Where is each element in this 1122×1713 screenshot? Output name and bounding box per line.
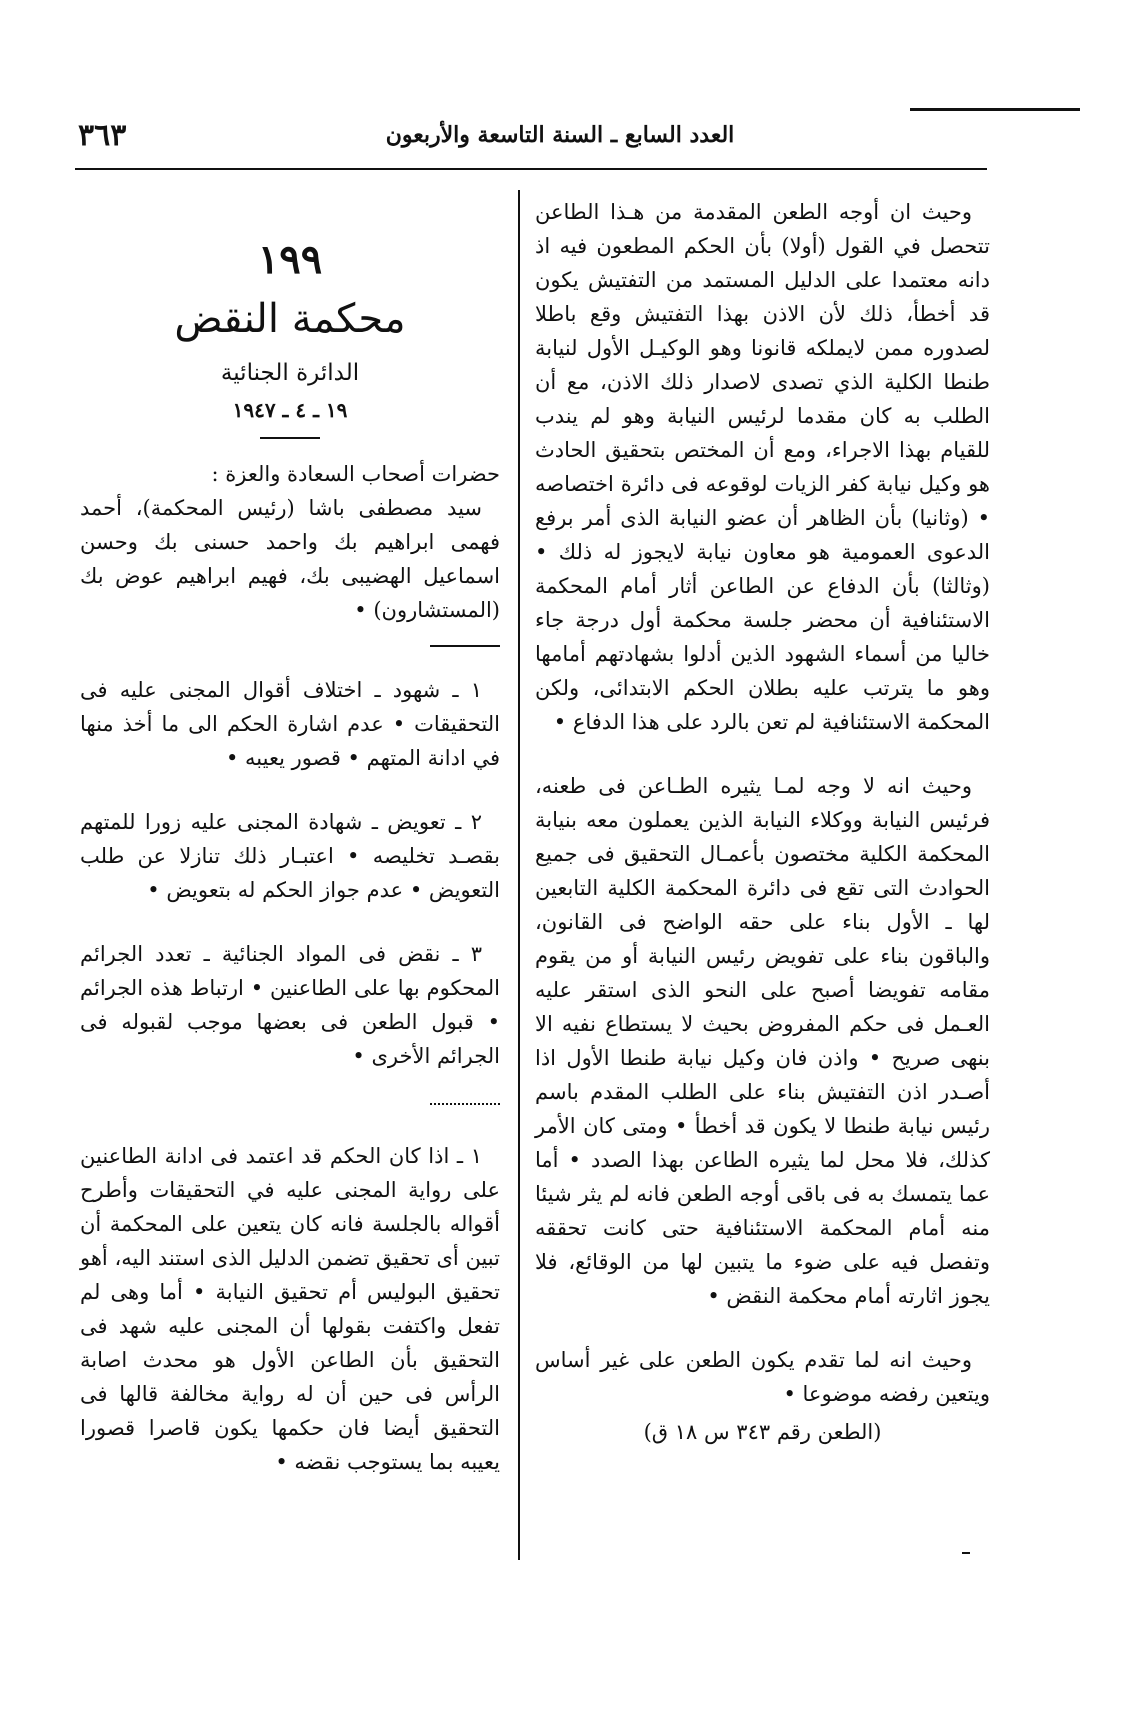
headnote-2: ٢ ـ تعويض ـ شهادة المجنى عليه زورا للمتهم بقصـد تخليصه • اعتبـار ذلك تنازلا عن طلب التعويض • عدم جواز الحكم له بتعويض • bbox=[80, 810, 500, 902]
header-rule bbox=[75, 168, 987, 170]
body-paragraph-1: وحيث ان أوجه الطعن المقدمة من هـذا الطاعن تتحصل في القول (أولا) بأن الحكم المطعون فيه اذ دانه معتمدا على الدليل المستمد من التفتيش يكون قد أخطأ، ذلك لأن الاذن بهذا التفتيش وقع باطلا لصدوره ممن لايملكه قانونا وهو الوكيـل الأول لنيابة طنطا الكلية الذي تصدى لاصدار ذلك الاذن، مع أن الطلب به كان مقدما لرئيس النيابة وهو لم يندب للقيام بهذا الاجراء، ومع أن المختص بتحقيق الحادث هو وكيل نيابة كفر الزيات لوقوعه فى دائرة اختصاصه • (وثانيا) بأن الظاهر أن عضو النيابة الذى أمر برفع الدعوى العمومية هو معاون نيابة لايجوز له ذلك • (وثالثا) بأن الدفاع عن الطاعن أثار أمام المحكمة الاستئنافية أن محضر جلسة محكمة أول درجة جاء خاليا من أسماء الشهود الذين أدلوا بشهادتهم أمامها وهو ما يترتب عليه بطلان الحكم الابتدائى، ولكن المحكمة الاستئنافية لم تعن بالرد على هذا الدفاع • bbox=[535, 200, 990, 734]
body-paragraph-2: وحيث انه لا وجه لمـا يثيره الطـاعن فى طعنه، فرئيس النيابة ووكلاء النيابة الذين يعملون معه بنيابة المحكمة الكلية مختصون بأعمـال التحقيق فى جميع الحوادث التى تقع فى دائرة المحكمة الكلية التابعين لها ـ الأول بناء على حقه الواضح فى القانون، والباقون بناء على تفويض رئيس النيابة أو من يقوم مقامه تفويضا أصبح على النحو الذى استقر عليه العـمل فى حكم المفروض بحيث لا يستطاع نفيه الا بنهى صريح • واذن فان وكيل نيابة طنطا الأول اذا أصـدر اذن التفتيش بناء على الطلب المقدم باسم رئيس نيابة طنطا لا يكون قد أخطأ • ومتى كان الأمر كذلك، فلا محل لما يثيره الطاعن بهذا الصدد • أما عما يتمسك به فى باقى أوجه الطعن فانه لم يثر شيئا منه أمام المحكمة الاستئنافية حتى كانت تحققه وتفصل فيه على ضوء ما يتبين لها من الوقائع، فلا يجوز اثارته أمام محكمة النقض • bbox=[535, 774, 990, 1308]
running-head: العدد السابع ـ السنة التاسعة والأربعون bbox=[385, 122, 735, 148]
header-top-rule bbox=[910, 108, 1080, 111]
section-rule bbox=[430, 645, 500, 647]
panel-intro: حضرات أصحاب السعادة والعزة : bbox=[211, 462, 500, 486]
court-name: محكمة النقض bbox=[174, 296, 406, 342]
case-citation: (الطعن رقم ٣٤٣ س ١٨ ق) bbox=[643, 1420, 882, 1444]
print-mark bbox=[962, 1552, 970, 1554]
panel-members: سيد مصطفى باشا (رئيس المحكمة)، أحمد فهمى ابراهيم بك واحمد حسنى بك وحسن اسماعيل الهضيبى بك، فهيم ابراهيم عوض بك (المستشارون) • bbox=[80, 496, 500, 622]
body-paragraph-3: وحيث انه لما تقدم يكون الطعن على غير أساس ويتعين رفضه موضوعا • bbox=[535, 1348, 990, 1406]
case-number: ١٩٩ bbox=[257, 236, 323, 283]
dotted-separator bbox=[430, 1103, 500, 1105]
section-rule bbox=[260, 437, 320, 439]
column-divider bbox=[518, 190, 520, 1560]
page-number: ٣٦٣ bbox=[78, 118, 127, 153]
headnote-3: ٣ ـ نقض فى المواد الجنائية ـ تعدد الجرائم المحكوم بها على الطاعنين • ارتباط هذه الجرائم • قبول الطعن فى بعضها موجب لقبوله فى الجرائم الأخرى • bbox=[80, 942, 500, 1068]
session-date: ١٩ ـ ٤ ـ ١٩٤٧ bbox=[232, 398, 348, 422]
right-column bbox=[535, 195, 990, 1449]
left-column bbox=[80, 235, 500, 1479]
chamber-name: الدائرة الجنائية bbox=[220, 360, 360, 386]
headnote-1: ١ ـ شهود ـ اختلاف أقوال المجنى عليه فى التحقيقات • عدم اشارة الحكم الى ما أخذ منها في ادانة المتهم • قصور يعيبه • bbox=[80, 678, 500, 770]
legal-principle: ١ ـ اذا كان الحكم قد اعتمد فى ادانة الطاعنين على رواية المجنى عليه في التحقيقات وأطرح أقواله بالجلسة فانه كان يتعين على المحكمة أن تبين أى تحقيق تضمن الدليل الذى استند اليه، أهو تحقيق البوليس أم تحقيق النيابة • أما وهى لم تفعل واكتفت بقولها أن المجنى عليه شهد فى التحقيق بأن الطاعن الأول هو محدث اصابة الرأس فى حين أن له رواية مخالفة قالها فى التحقيق أيضا فان حكمها يكون قاصرا قصورا يعيبه بما يستوجب نقضه • bbox=[80, 1144, 500, 1474]
